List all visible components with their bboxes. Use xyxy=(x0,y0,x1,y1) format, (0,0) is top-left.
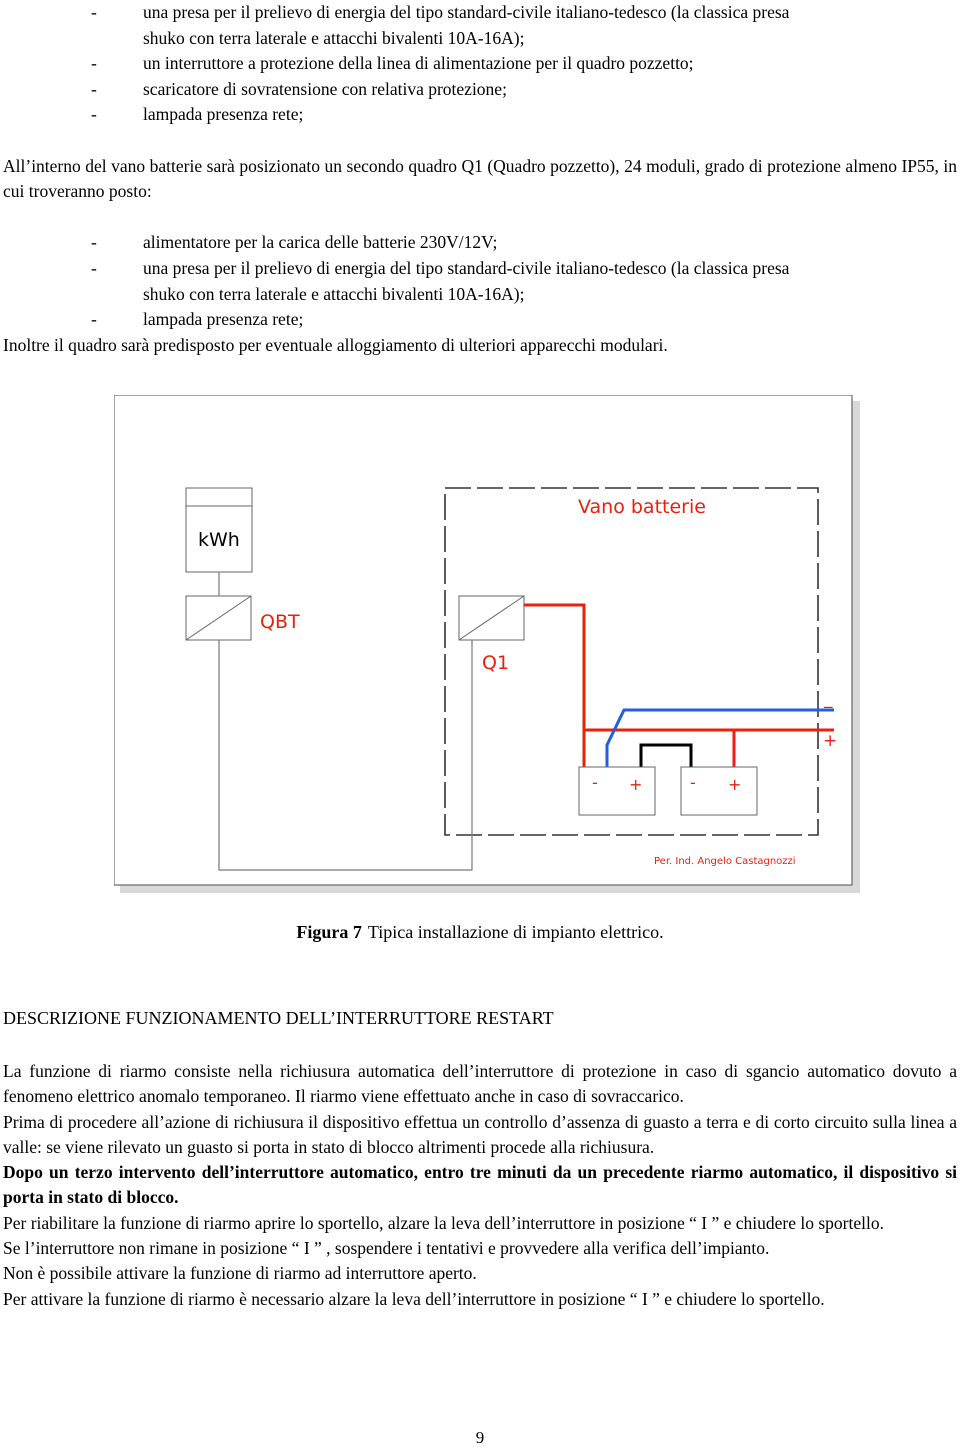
battery-1-minus-label: - xyxy=(592,773,598,792)
list-item-text: lampada presenza rete; xyxy=(143,104,304,125)
list-item-text: una presa per il prelievo di energia del tipo standard-civile italiano-tedesco (la classica presa xyxy=(143,257,790,278)
section-title: DESCRIZIONE FUNZIONAMENTO DELL’INTERRUTTORE RESTART xyxy=(3,1008,554,1028)
list-item xyxy=(3,307,957,333)
electrical-diagram xyxy=(114,395,862,895)
bullet-dash: - xyxy=(91,232,97,253)
list-item-text: scaricatore di sovratensione con relativa protezione; xyxy=(143,78,507,99)
battery-1 xyxy=(579,767,655,815)
list-item-text: una presa per il prelievo di energia del tipo standard-civile italiano-tedesco (la classica presa xyxy=(143,2,790,22)
list-item xyxy=(3,102,957,128)
figure-caption xyxy=(0,922,960,943)
list-item-text: shuko con terra laterale e attacchi bivalenti 10A-16A); xyxy=(143,283,525,304)
figure-caption-text: Tipica installazione di impianto elettrico. xyxy=(367,922,664,942)
bullet-dash: - xyxy=(91,257,97,278)
paragraph: Per riabilitare la funzione di riarmo aprire lo sportello, alzare la leva dell’interruttore in posizione “ I ” e chiudere lo sportello. xyxy=(3,1212,884,1233)
paragraph-bold: Dopo un terzo intervento dell’interruttore automatico, entro tre minuti da un precedente riarmo automatico, il dispositivo si porta in stato di blocco. xyxy=(3,1162,957,1208)
paragraph: Non è possibile attivare la funzione di riarmo ad interruttore aperto. xyxy=(3,1263,477,1284)
diagram-credit: Per. Ind. Angelo Castagnozzi xyxy=(654,856,796,867)
paragraph: La funzione di riarmo consiste nella richiusura automatica dell’interruttore di protezione in caso di sgancio automatico dovuto a fenomeno elettrico anomalo temporaneo. Il riarmo viene effettuato anche in caso di sovraccarico. xyxy=(3,1061,957,1107)
list-item-text: un interruttore a protezione della linea di alimentazione per il quadro pozzetto; xyxy=(143,53,694,74)
bus-plus-label: + xyxy=(823,731,838,751)
battery-2-plus-label: + xyxy=(728,775,742,794)
paragraph: Se l’interruttore non rimane in posizione “ I ” , sospendere i tentativi e provvedere alla verifica dell’impianto. xyxy=(3,1238,770,1259)
paragraph: Prima di procedere all’azione di richiusura il dispositivo effettua un controllo d’assenza di guasto a terra e di corto circuito sulla linea a valle: se viene rilevato un guasto si porta in stato di blocco altrimenti procede alla richiusura. xyxy=(3,1111,957,1157)
bullet-dash: - xyxy=(91,104,97,125)
battery-2-minus-label: - xyxy=(690,773,696,792)
list-item xyxy=(3,282,957,308)
q1-label: Q1 xyxy=(482,652,510,674)
list-item xyxy=(3,51,957,77)
bullet-dash: - xyxy=(91,53,97,74)
qbt-label: QBT xyxy=(260,611,300,633)
list-item-text: alimentatore per la carica delle batterie 230V/12V; xyxy=(143,232,498,253)
page-number: 9 xyxy=(475,1428,485,1447)
list-item xyxy=(3,256,957,282)
battery-1-plus-label: + xyxy=(629,775,643,794)
section-body xyxy=(3,1059,957,1312)
bullet-dash: - xyxy=(91,309,97,330)
paragraph-q1: All’interno del vano batterie sarà posizionato un secondo quadro Q1 (Quadro pozzetto), 24 moduli, grado di protezione almeno IP55, in cui troveranno posto: xyxy=(3,155,957,202)
bullet-dash: - xyxy=(91,2,97,22)
list-item xyxy=(3,230,957,256)
top-text xyxy=(3,0,957,358)
list-item xyxy=(3,0,957,26)
paragraph-inoltre: Inoltre il quadro sarà predisposto per eventuale alloggiamento di ulteriori apparecchi modulari. xyxy=(3,334,668,355)
list-item xyxy=(3,26,957,52)
list-item xyxy=(3,77,957,103)
vano-batterie-label: Vano batterie xyxy=(578,496,706,518)
list-item-text: lampada presenza rete; xyxy=(143,309,304,330)
figure-number: Figura 7 xyxy=(296,922,362,942)
list-item-text: shuko con terra laterale e attacchi bivalenti 10A-16A); xyxy=(143,27,525,48)
paragraph: Per attivare la funzione di riarmo è necessario alzare la leva dell’interruttore in posizione “ I ” e chiudere lo sportello. xyxy=(3,1288,825,1309)
bullet-dash: - xyxy=(91,78,97,99)
bus-minus-label: _ xyxy=(824,689,833,709)
kwh-label: kWh xyxy=(198,529,240,551)
